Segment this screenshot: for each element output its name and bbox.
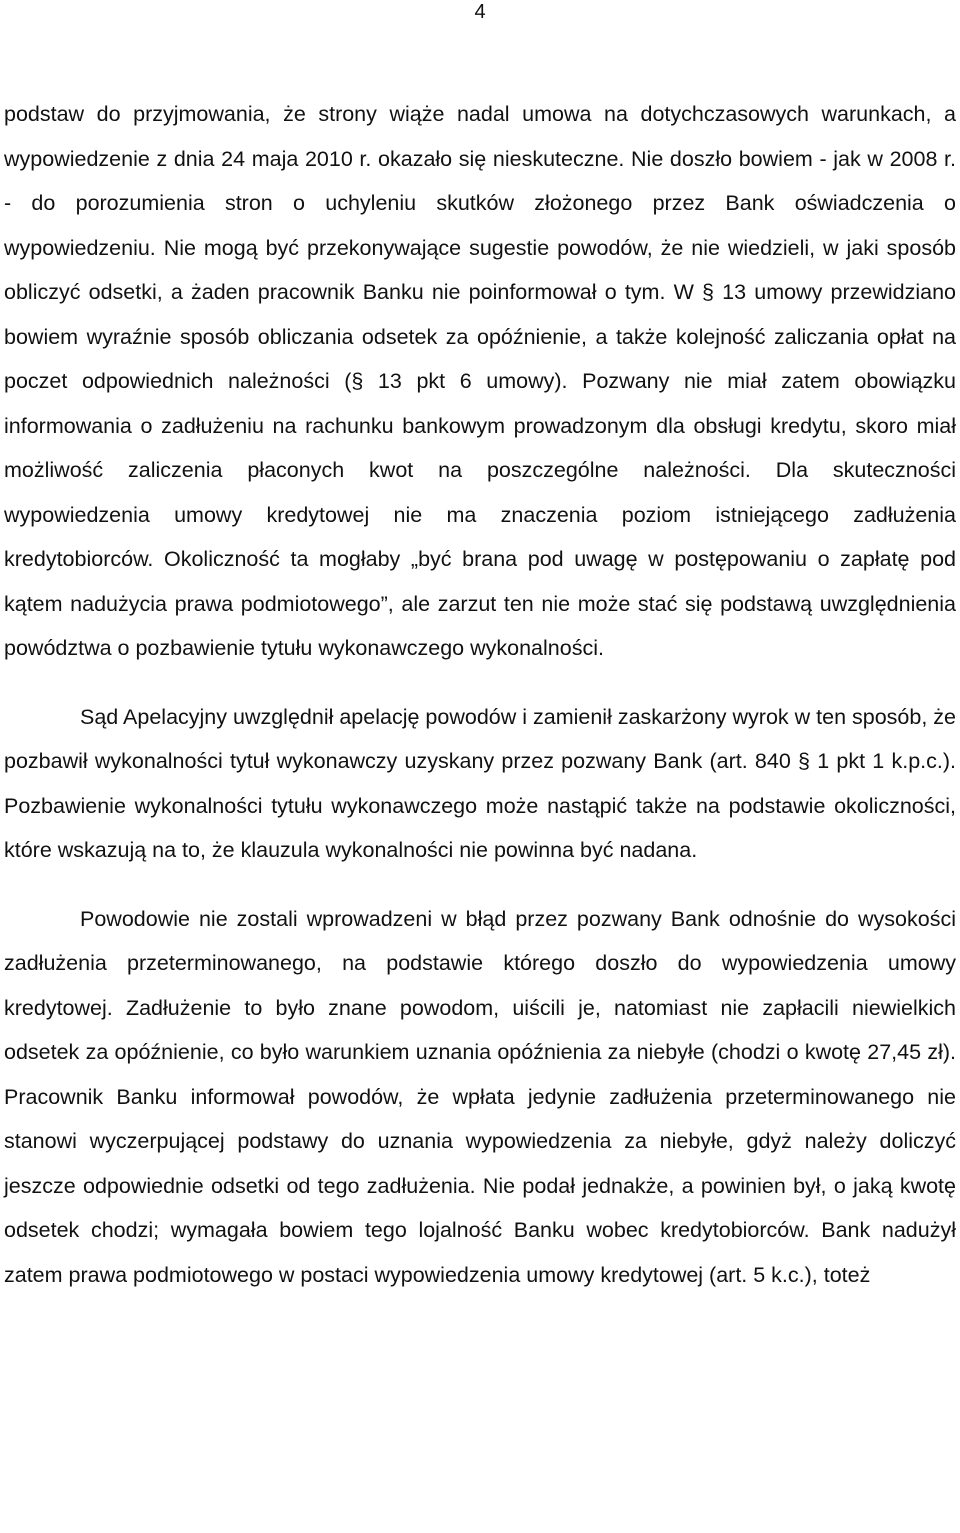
- paragraph-appeal-court: Sąd Apelacyjny uwzględnił apelację powodów i zamienił zaskarżony wyrok w ten sposób, że pozbawił wykonalności tytuł wykonawczy uzyskany przez pozwany Bank (art. 840 § 1 pkt 1 k.p.c.). Pozbawienie wykonalności tytułu wykonawczego może nastąpić także na podstawie okoliczności, które wskazują na to, że klauzula wykonalności nie powinna być nadana.: [4, 704, 956, 862]
- document-body: [4, 92, 956, 1297]
- page-number: 4: [474, 1, 486, 23]
- paragraph-continuation: podstaw do przyjmowania, że strony wiąże nadal umowa na dotychczasowych warunkach, a wypowiedzenie z dnia 24 maja 2010 r. okazało się nieskuteczne. Nie doszło bowiem - jak w 2008 r. - do porozumienia stron o uchyleniu skutków złożonego przez Bank oświadczenia o wypowiedzeniu. Nie mogą być przekonywające sugestie powodów, że nie wiedzieli, w jaki sposób obliczyć odsetki, a żaden pracownik Banku nie poinformował o tym. W § 13 umowy przewidziano bowiem wyraźnie sposób obliczania odsetek za opóźnienie, a także kolejność zaliczania opłat na poczet odpowiednich należności (§ 13 pkt 6 umowy). Pozwany nie miał zatem obowiązku informowania o zadłużeniu na rachunku bankowym prowadzonym dla obsługi kredytu, skoro miał możliwość zaliczenia płaconych kwot na poszczególne należności. Dla skuteczności wypowiedzenia umowy kredytowej nie ma znaczenia poziom istniejącego zadłużenia kredytobiorców. Okoliczność ta mogłaby „być brana pod uwagę w postępowaniu o zapłatę pod kątem nadużycia prawa podmiotowego”, ale zarzut ten nie może stać się podstawą uwzględnienia powództwa o pozbawienie tytułu wykonawczego wykonalności.: [4, 102, 956, 660]
- paragraph-plaintiffs: Powodowie nie zostali wprowadzeni w błąd przez pozwany Bank odnośnie do wysokości zadłużenia przeterminowanego, na podstawie którego doszło do wypowiedzenia umowy kredytowej. Zadłużenie to było znane powodom, uiścili je, natomiast nie zapłacili niewielkich odsetek za opóźnienie, co było warunkiem uznania opóźnienia za niebyłe (chodzi o kwotę 27,45 zł). Pracownik Banku informował powodów, że wpłata jedynie zadłużenia przeterminowanego nie stanowi wyczerpującej podstawy do uznania wypowiedzenia za niebyłe, gdyż należy doliczyć jeszcze odpowiednie odsetki od tego zadłużenia. Nie podał jednakże, a powinien był, o jaką kwotę odsetek chodzi; wymagała bowiem tego lojalność Banku wobec kredytobiorców. Bank nadużył zatem prawa podmiotowego w postaci wypowiedzenia umowy kredytowej (art. 5 k.c.), toteż: [4, 906, 956, 1287]
